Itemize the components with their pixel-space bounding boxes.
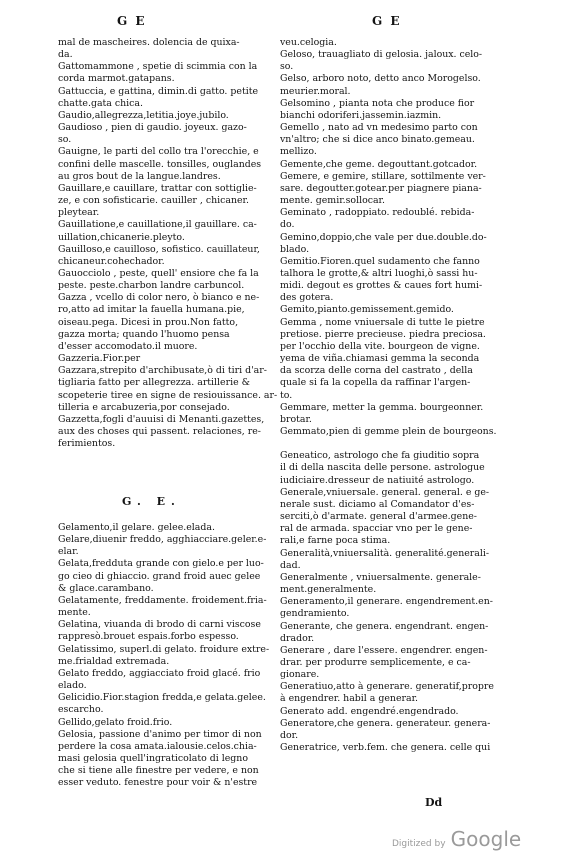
entry-line: Gazzeria.Fior.per	[58, 353, 141, 365]
entry-line: ze, e con sofisticarie. cauiller , chicaner.	[58, 195, 249, 207]
entry-line: Gemere, e gemire, stillare, sottilmente ver-	[280, 170, 486, 182]
left-column-bottom	[58, 522, 286, 789]
entry-line: Gauillare,e cauillare, trattar con sottiglie-	[58, 182, 257, 194]
entry-line: Generale,vniuersale. general. general. e ge-	[280, 486, 490, 498]
entry-line: Gelosia, passione d'animo per timor di non	[58, 728, 262, 740]
entry-line: rappresò.brouet espais.forbo espesso.	[58, 631, 239, 643]
entry-line: dor.	[280, 729, 299, 741]
running-header-right: G E	[372, 14, 402, 28]
entry-line: Gauocciolo , peste, quell' ensiore che fa la	[58, 267, 259, 279]
entry-line: Gelatamente, freddamente. froidement.fria-	[58, 594, 267, 606]
entry-line: Gattuccia, e gattina, dimin.di gatto. petite	[58, 85, 259, 97]
entry-line: Gelatissimo, superl.di gelato. froidure extre-	[58, 643, 270, 655]
entry-line: dad.	[280, 559, 301, 571]
entry-line: quale si fa la copella da raffinar l'argen-	[280, 377, 471, 389]
entry-line: aux des choses qui passent. relaciones, re-	[58, 426, 261, 437]
entry-line: iudiciaire.dresseur de natiuité astrologo.	[280, 474, 475, 486]
entry-line: gendramiento.	[280, 608, 350, 620]
entry-line: Gemello , nato ad vn medesimo parto con	[280, 122, 478, 134]
entry-line: ferimientos.	[58, 438, 116, 450]
entry-line: Generatiuo,atto à generare. generatif,propre	[280, 681, 494, 693]
entry-line: d'esser accomodato.il muore.	[58, 340, 198, 352]
entry-line: masi gelosia quell'ingraticolato di legno	[58, 752, 248, 764]
entry-line: peste. peste.charbon landre carbuncol.	[58, 280, 245, 292]
entry-line: bianchi odoriferi.jassemin.iazmin.	[280, 109, 442, 121]
entry-line: talhora le grotte,& altri luoghi,ò sassi hu-	[280, 267, 478, 279]
entry-line: confini delle mascelle. tonsilles, ouglandes	[58, 158, 262, 170]
entry-line: me.frialdad extremada.	[58, 655, 170, 667]
entry-line: che si tiene alle finestre per vedere, e non	[58, 765, 259, 777]
entry-line: ro,atto ad imitar la fauella humana.pie,	[58, 304, 245, 316]
entry-line: perdere la cosa amata.ialousie.celos.chia-	[58, 740, 257, 752]
entry-line: tigliaria fatto per allegrezza. artillerie &	[58, 377, 250, 389]
entry-line: do.	[280, 219, 295, 231]
entry-line: Gelso, arboro noto, detto anco Morogelso.	[280, 73, 481, 85]
entry-line: Gemmato,pien di gemme plein de bourgeons.	[280, 426, 497, 437]
entry-line: Gemitio.Fioren.quel sudamento che fanno	[280, 255, 480, 267]
entry-line: blado.	[280, 243, 310, 255]
entry-line: mal de mascheires. dolencia de quixa-	[58, 37, 240, 48]
entry-line: chatte.gata chica.	[58, 97, 143, 109]
entry-line: mente.	[58, 607, 91, 619]
digitized-watermark	[392, 827, 521, 851]
entry-line: Gaudio,allegrezza,letitia.joye.jubilo.	[58, 109, 229, 121]
section-heading: G. E.	[122, 495, 181, 508]
entry-line: Gaudioso , pien di gaudio. joyeux. gazo-	[58, 122, 247, 134]
entry-line: brotar.	[280, 413, 312, 425]
entry-line: Gauillatione,e cauillatione,il gauillare. ca-	[58, 219, 257, 231]
entry-line: nerale sust. diciamo al Comandator d'es-	[280, 498, 475, 510]
entry-line: go cieo di ghiaccio. grand froid auec gelee	[58, 570, 261, 582]
entry-line	[280, 438, 516, 450]
entry-line: oiseau.pega. Dicesi in prou.Non fatto,	[58, 316, 239, 328]
entry-line: Gemino,doppio,che vale per due.double.do-	[280, 231, 487, 243]
entry-line: Generante, che genera. engendrant. engen-	[280, 620, 489, 632]
entry-line: ment.generalmente.	[280, 584, 377, 596]
entry-line: to.	[280, 389, 293, 401]
entry-line: Gelato freddo, aggiacciato froid glacé. frio	[58, 667, 261, 679]
entry-line: Gelata,fredduta grande con gielo.e per luo-	[58, 558, 264, 570]
entry-line: Gemmare, metter la gemma. bourgeonner.	[280, 401, 484, 413]
entry-line: corda marmot.gatapans.	[58, 73, 175, 85]
entry-line: Gazzetta,fogli d'auuisi di Menanti.gazettes,	[58, 413, 265, 425]
entry-line: gionare.	[280, 669, 320, 681]
entry-line: veu.celogia.	[280, 37, 337, 48]
entry-line: Geloso, trauagliato di gelosia. jaloux. celo-	[280, 49, 483, 61]
entry-line: Gemente,che geme. degouttant.gotcador.	[280, 158, 478, 170]
entry-line: midi. degout es grottes & caues fort humi-	[280, 280, 483, 292]
entry-line: Generare , dare l'essere. engendrer. engen-	[280, 644, 488, 656]
entry-line: Gemma , nome vniuersale di tutte le pietre	[280, 316, 485, 328]
entry-line: Gauigne, le parti del collo tra l'orecchie, e	[58, 146, 259, 158]
entry-line: Gelamento,il gelare. gelee.elada.	[58, 522, 215, 533]
entry-line: Gattomammone , spetie di scimmia con la	[58, 61, 258, 73]
entry-line: gazza morta; quando l'huomo pensa	[58, 328, 230, 340]
entry-line: uillation,chicanerie.pleyto.	[58, 231, 185, 243]
entry-line: Generatore,che genera. generateur. genera-	[280, 717, 491, 729]
entry-line: escarcho.	[58, 704, 104, 716]
entry-line: chicaneur.cohechador.	[58, 255, 165, 267]
entry-line: Gazza , vcello di color nero, ò bianco e ne-	[58, 292, 260, 304]
entry-line: des gotera.	[280, 292, 334, 304]
entry-line: Gellido,gelato froid.frio.	[58, 716, 173, 728]
entry-line: Gelare,diuenir freddo, agghiacciare.geler.e-	[58, 534, 267, 546]
entry-line: il di della nascita delle persone. astrologue	[280, 462, 485, 474]
right-column	[280, 37, 516, 754]
entry-line: elado.	[58, 680, 87, 692]
left-column-top	[58, 37, 286, 450]
entry-line: Gelatina, viuanda di brodo di carni viscose	[58, 619, 261, 631]
entry-line: Generatrice, verb.fem. che genera. celle qui	[280, 742, 491, 754]
entry-line: so.	[58, 134, 72, 146]
entry-line: meurier.moral.	[280, 85, 351, 97]
entry-line: da.	[58, 49, 73, 61]
watermark-brand: Google	[450, 827, 522, 851]
entry-line: mente. gemir.sollocar.	[280, 195, 385, 207]
entry-line: drar. per produrre semplicemente, e ca-	[280, 656, 471, 668]
entry-line: Gemito,pianto.gemissement.gemido.	[280, 304, 454, 316]
entry-line: pleytear.	[58, 207, 100, 219]
watermark-prefix: Digitized by	[392, 839, 446, 849]
entry-line: Gelicidio.Fior.stagion fredda,e gelata.gelee.	[58, 692, 266, 704]
entry-line: rali,e farne poca stima.	[280, 535, 391, 547]
entry-line: yema de viña.chiamasi gemma la seconda	[280, 353, 480, 365]
entry-line: pretiose. pierre precieuse. piedra preciosa.	[280, 328, 486, 340]
entry-line: Generato add. engendré.engendrado.	[280, 705, 459, 717]
entry-line: elar.	[58, 546, 79, 558]
entry-line: Geneatico, astrologo che fa giuditio sopra	[280, 450, 480, 462]
entry-line: Generalità,vniuersalità. generalité.generali-	[280, 547, 490, 559]
running-header-left: G E	[117, 14, 147, 28]
entry-line: serciti,ò d'armate. general d'armee.gene-	[280, 511, 477, 523]
entry-line: so.	[280, 61, 294, 73]
entry-line: & glace.carambano.	[58, 582, 154, 594]
entry-line: Generamento,il generare. engendrement.en-	[280, 596, 493, 608]
entry-line: Gelsomino , pianta nota che produce fior	[280, 97, 475, 109]
entry-line: Gauillosо,e cauillosо, sofistico. cauillateur,	[58, 243, 260, 255]
entry-line: mellizo.	[280, 146, 317, 158]
entry-line: esser veduto. fenestre pour voir & n'estre	[58, 777, 258, 789]
entry-line: scopeterie tiree en signe de resiouissance. ar-	[58, 389, 278, 401]
signature-mark: Dd	[425, 796, 443, 809]
entry-line: Geminato , radoppiato. redoublé. rebida-	[280, 207, 475, 219]
entry-line: tilleria e arcabuzeria,por consejado.	[58, 401, 230, 413]
entry-line: da scorza delle corna del castrato , della	[280, 365, 473, 377]
entry-line: per l'occhio della vite. bourgeon de vigne.	[280, 340, 480, 352]
entry-line: vn'altro; che si dice anco binato.gemeau.	[280, 134, 475, 146]
entry-line: à engendrer. habil a generar.	[280, 693, 418, 705]
entry-line: ral de armada. spacciar vno per le gene-	[280, 523, 473, 535]
entry-line: Gazzara,strepito d'archibusate,ò di tiri d'ar-	[58, 365, 267, 377]
entry-line: drador.	[280, 632, 315, 644]
entry-line: Generalmente , vniuersalmente. generale-	[280, 571, 481, 583]
entry-line: sare. degoutter.gotear.per piagnere piana-	[280, 182, 482, 194]
entry-line: au gros bout de la langue.landres.	[58, 170, 221, 182]
